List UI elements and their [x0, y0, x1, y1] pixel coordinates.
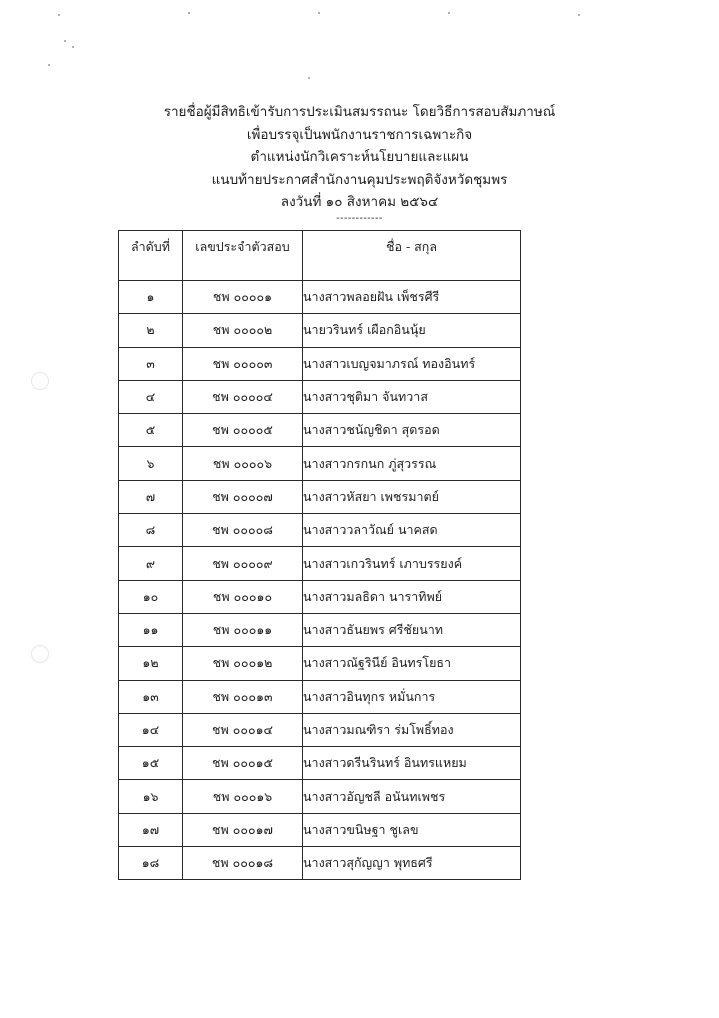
row-number: ๑๖ [119, 780, 183, 813]
punch-hole-mark [31, 372, 49, 390]
row-exam-id: ชพ ๐๐๐๑๔ [183, 713, 303, 746]
row-number: ๔ [119, 380, 183, 413]
row-name: นางสาวดรีนรินทร์ อินทรแหยม [303, 747, 521, 780]
row-exam-id: ชพ ๐๐๐๐๒ [183, 314, 303, 347]
title-line-3: ตำแหน่งนักวิเคราะห์นโยบายและแผน [250, 149, 469, 165]
scan-speck [188, 12, 190, 14]
row-number: ๒ [119, 314, 183, 347]
row-number: ๑๗ [119, 813, 183, 846]
title-line-5: ลงวันที่ ๑๐ สิงหาคม ๒๕๖๔ [280, 194, 439, 210]
row-name: นางสาวมณฑิรา ร่มโพธิ์ทอง [303, 713, 521, 746]
row-name: นางสาวเบญจมาภรณ์ ทองอินทร์ [303, 347, 521, 380]
row-name: นางสาวสุกัญญา พุทธศรี [303, 847, 521, 880]
row-number: ๗ [119, 480, 183, 513]
table-row [119, 647, 521, 680]
row-exam-id: ชพ ๐๐๐๑๓ [183, 680, 303, 713]
punch-hole-mark [31, 645, 49, 663]
scan-speck [64, 40, 66, 42]
row-number: ๑ [119, 281, 183, 314]
row-name: นางสาวอินทุกร หมั่นการ [303, 680, 521, 713]
scan-speck [318, 12, 320, 14]
table-row [119, 314, 521, 347]
row-number: ๕ [119, 414, 183, 447]
row-number: ๑๔ [119, 713, 183, 746]
title-line-1: รายชื่อผู้มีสิทธิเข้ารับการประเมินสมรรถนะ โดยวิธีการสอบสัมภาษณ์ [163, 104, 556, 120]
header-number: ลำดับที่ [119, 231, 183, 281]
header-exam-id: เลขประจำตัวสอบ [183, 231, 303, 281]
row-exam-id: ชพ ๐๐๐๑๑ [183, 613, 303, 646]
row-exam-id: ชพ ๐๐๐๑๗ [183, 813, 303, 846]
row-exam-id: ชพ ๐๐๐๐๗ [183, 480, 303, 513]
scan-speck [578, 14, 580, 16]
row-number: ๘ [119, 514, 183, 547]
row-exam-id: ชพ ๐๐๐๑๕ [183, 747, 303, 780]
table-row [119, 414, 521, 447]
table-row [119, 380, 521, 413]
row-name: นางสาวมลธิดา นาราทิพย์ [303, 580, 521, 613]
row-name: นางสาววลาวัณย์ นาคสด [303, 514, 521, 547]
row-number: ๙ [119, 547, 183, 580]
row-name: นายวรินทร์ เผือกอินนุ้ย [303, 314, 521, 347]
row-name: นางสาวกรกนก ภู่สุวรรณ [303, 447, 521, 480]
row-number: ๑๕ [119, 747, 183, 780]
table-row [119, 847, 521, 880]
table-row [119, 713, 521, 746]
row-name: นางสาวชนัญชิดา สุดรอด [303, 414, 521, 447]
row-number: ๑๐ [119, 580, 183, 613]
row-number: ๖ [119, 447, 183, 480]
table-row [119, 281, 521, 314]
row-exam-id: ชพ ๐๐๐๐๙ [183, 547, 303, 580]
row-name: นางสาวขนิษฐา ชูเลข [303, 813, 521, 846]
row-exam-id: ชพ ๐๐๐๐๓ [183, 347, 303, 380]
scan-speck [72, 46, 74, 48]
table-row [119, 480, 521, 513]
table-row [119, 347, 521, 380]
row-exam-id: ชพ ๐๐๐๑๒ [183, 647, 303, 680]
row-exam-id: ชพ ๐๐๐๑๖ [183, 780, 303, 813]
header-separator: ------------ [336, 212, 383, 224]
table-row [119, 747, 521, 780]
table-row [119, 813, 521, 846]
row-exam-id: ชพ ๐๐๐๐๘ [183, 514, 303, 547]
title-line-4: แนบท้ายประกาศสำนักงานคุมประพฤติจังหวัดชุมพร [211, 171, 508, 188]
row-name: นางสาวพลอยฝัน เพ็ชรศีรี [303, 281, 521, 314]
row-name: นางสาวชุติมา จันทวาส [303, 380, 521, 413]
title-line-2: เพื่อบรรจุเป็นพนักงานราชการเฉพาะกิจ [246, 126, 473, 143]
table-header-row [119, 231, 521, 281]
scan-speck [448, 12, 450, 14]
row-exam-id: ชพ ๐๐๐๐๕ [183, 414, 303, 447]
document-header [0, 101, 719, 224]
table-row [119, 680, 521, 713]
row-name: นางสาวณัฐรินีย์ อินทรโยธา [303, 647, 521, 680]
table-row [119, 447, 521, 480]
row-number: ๑๓ [119, 680, 183, 713]
scan-speck [308, 77, 310, 79]
row-name: นางสาวเกวรินทร์ เภาบรรยงค์ [303, 547, 521, 580]
scan-speck [48, 64, 50, 66]
row-number: ๓ [119, 347, 183, 380]
table-row [119, 780, 521, 813]
scan-speck [58, 14, 60, 16]
table-row [119, 547, 521, 580]
row-number: ๑๒ [119, 647, 183, 680]
row-name: นางสาวอัญชลี อนันทเพชร [303, 780, 521, 813]
row-name: นางสาวหัสยา เพชรมาตย์ [303, 480, 521, 513]
table-row [119, 580, 521, 613]
table-row [119, 613, 521, 646]
row-exam-id: ชพ ๐๐๐๐๖ [183, 447, 303, 480]
row-exam-id: ชพ ๐๐๐๐๔ [183, 380, 303, 413]
table-row [119, 514, 521, 547]
row-exam-id: ชพ ๐๐๐๑๐ [183, 580, 303, 613]
candidate-table [118, 230, 521, 880]
header-name: ชื่อ - สกุล [303, 231, 521, 281]
row-exam-id: ชพ ๐๐๐๐๑ [183, 281, 303, 314]
row-exam-id: ชพ ๐๐๐๑๘ [183, 847, 303, 880]
row-number: ๑๑ [119, 613, 183, 646]
row-name: นางสาวธันยพร ศรีชัยนาท [303, 613, 521, 646]
row-number: ๑๘ [119, 847, 183, 880]
